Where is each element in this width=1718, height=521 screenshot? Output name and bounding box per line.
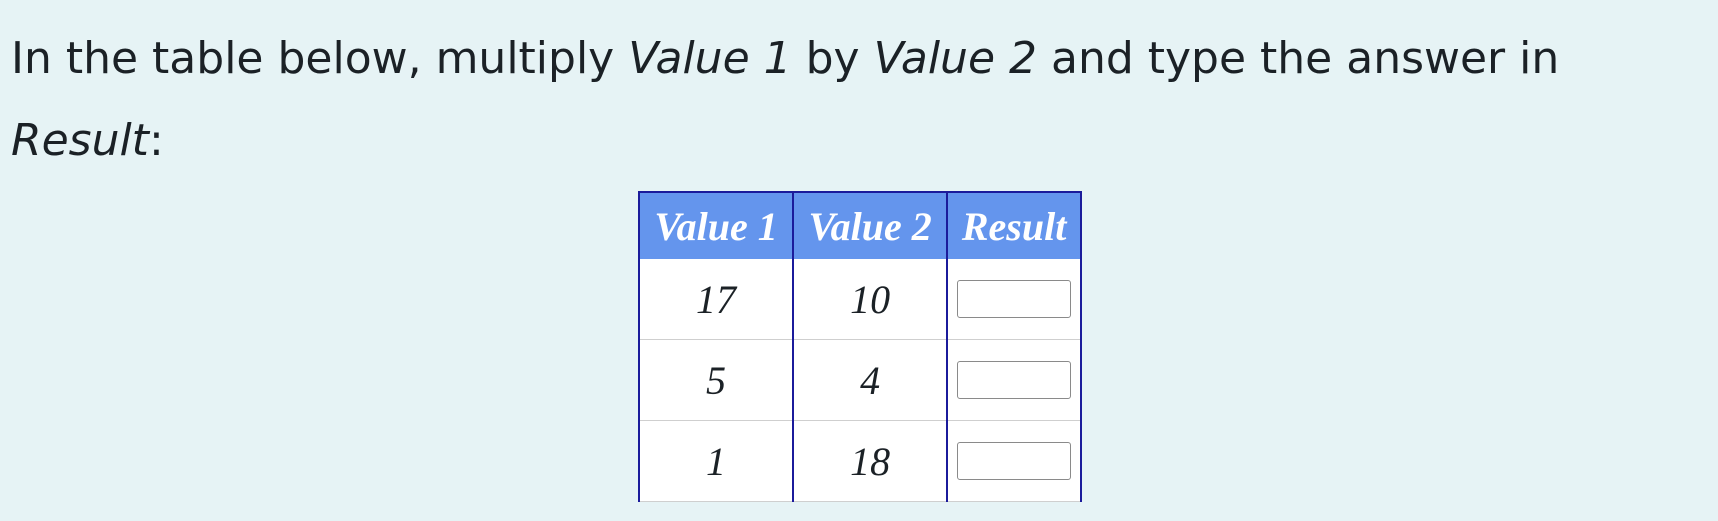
table-row bbox=[639, 259, 1081, 340]
table-row bbox=[639, 421, 1081, 502]
header-result: Result bbox=[947, 192, 1081, 259]
header-value2: Value 2 bbox=[793, 192, 947, 259]
instructions-part1: In the table below, multiply bbox=[11, 33, 629, 84]
row3-result-input[interactable] bbox=[957, 442, 1071, 480]
row1-value1: 17 bbox=[639, 259, 793, 340]
header-value1: Value 1 bbox=[639, 192, 793, 259]
instructions-text bbox=[11, 18, 1711, 182]
instructions-part2: by bbox=[791, 33, 874, 84]
multiplication-table bbox=[638, 191, 1082, 502]
row2-value2: 4 bbox=[793, 340, 947, 421]
row3-result-cell bbox=[947, 421, 1081, 502]
row3-value2: 18 bbox=[793, 421, 947, 502]
table-header-row bbox=[639, 192, 1081, 259]
result-term: Result bbox=[11, 115, 149, 166]
row2-value1: 5 bbox=[639, 340, 793, 421]
instructions-part3: and type the answer in bbox=[1037, 33, 1560, 84]
value2-term: Value 2 bbox=[873, 33, 1037, 84]
row1-result-cell bbox=[947, 259, 1081, 340]
row3-value1: 1 bbox=[639, 421, 793, 502]
row1-result-input[interactable] bbox=[957, 280, 1071, 318]
value1-term: Value 1 bbox=[628, 33, 792, 84]
row1-value2: 10 bbox=[793, 259, 947, 340]
instructions-part4: : bbox=[148, 115, 164, 166]
row2-result-input[interactable] bbox=[957, 361, 1071, 399]
table-row bbox=[639, 340, 1081, 421]
row2-result-cell bbox=[947, 340, 1081, 421]
